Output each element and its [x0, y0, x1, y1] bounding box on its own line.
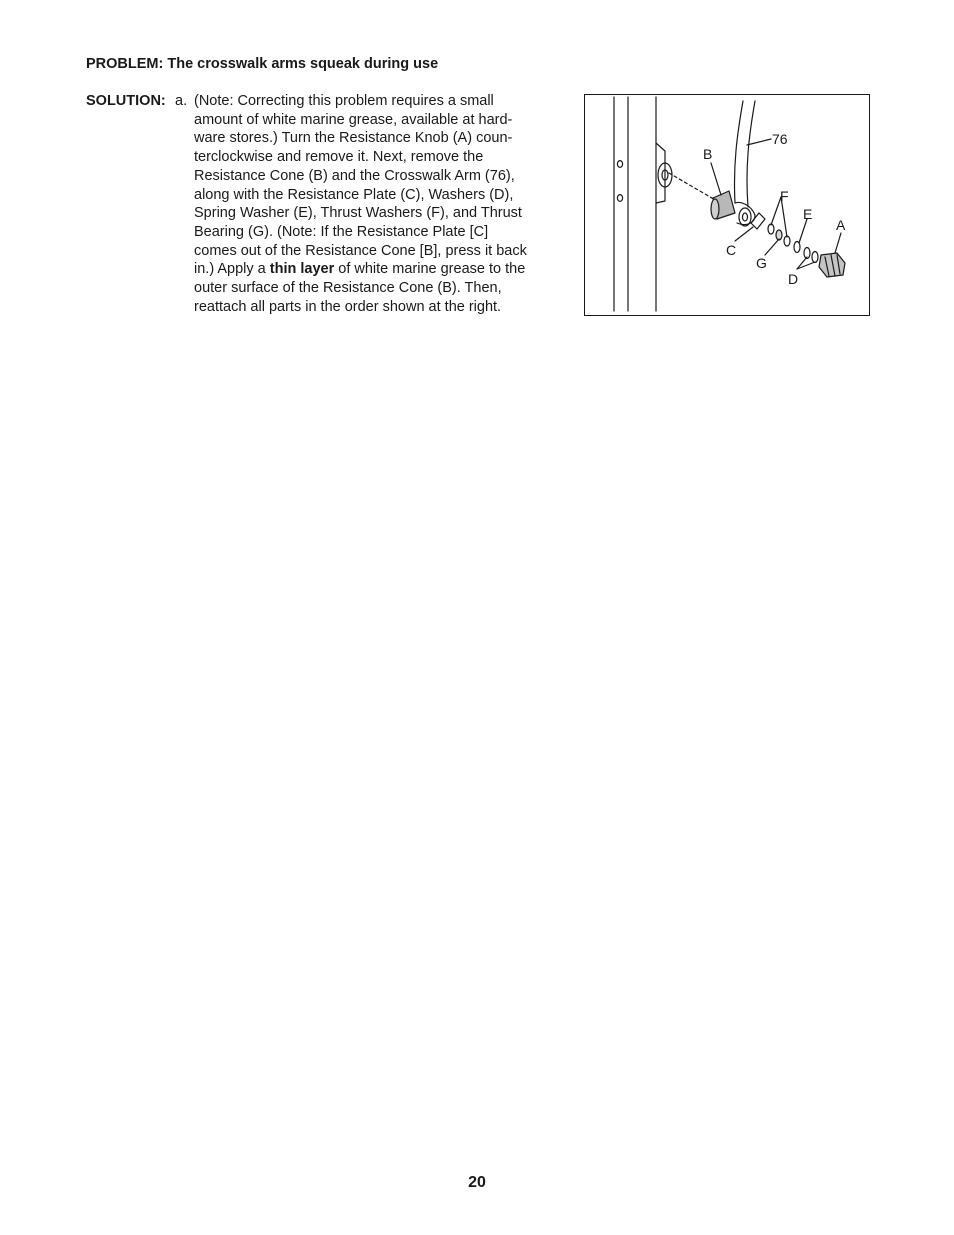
assembly-line	[669, 173, 717, 201]
arm-elbow-bore	[739, 208, 751, 226]
callout-d: D	[788, 271, 799, 287]
callout-f: F	[780, 188, 789, 204]
solution-label: SOLUTION:	[86, 93, 166, 109]
solution-line-2: amount of white marine grease, available at hard-	[194, 111, 513, 128]
leader-line	[711, 163, 721, 195]
solution-text	[194, 92, 564, 316]
crosswalk-arm	[747, 101, 755, 207]
solution-line-7: Spring Washer (E), Thrust Washers (F), and Thrust	[194, 205, 522, 222]
solution-line-1: (Note: Correcting this problem requires a small	[194, 93, 494, 109]
resistance-cone-end	[711, 199, 719, 219]
solution-line-12: reattach all parts in the order shown at the right.	[194, 298, 502, 315]
assembly-diagram-art	[585, 95, 869, 315]
arm-elbow-bore-inner	[743, 213, 748, 221]
pivot-bracket	[656, 143, 665, 203]
leader-line	[835, 233, 841, 253]
solution-line-10-start: in.) Apply a	[194, 261, 270, 278]
solution-line-5: Resistance Cone (B) and the Crosswalk Arm (76),	[194, 167, 515, 184]
solution-step-marker: a.	[175, 93, 188, 109]
callout-e: E	[803, 206, 813, 222]
leader-line	[747, 139, 771, 145]
callout-g: G	[756, 255, 767, 271]
problem-heading: PROBLEM: The crosswalk arms squeak during use	[86, 56, 439, 72]
frame-hole	[617, 195, 622, 202]
callout-76: 76	[772, 131, 788, 147]
leader-line	[735, 227, 753, 241]
leader-line	[799, 219, 807, 243]
frame-hole	[617, 161, 622, 168]
callout-c: C	[726, 242, 737, 258]
page-number: 20	[468, 1174, 486, 1191]
solution-line-10-end: of white marine grease to the	[334, 261, 526, 278]
solution-line-8: Bearing (G). (Note: If the Resistance Plate [C]	[194, 223, 489, 240]
callout-a: A	[836, 217, 846, 233]
solution-line-10	[194, 260, 564, 279]
crosswalk-arm	[734, 101, 743, 203]
solution-line-4: terclockwise and remove it. Next, remove the	[194, 149, 484, 166]
solution-emphasis: thin layer	[269, 261, 335, 278]
solution-line-11: outer surface of the Resistance Cone (B). Then,	[194, 280, 502, 297]
leader-line	[765, 239, 779, 255]
solution-line-6: along with the Resistance Plate (C), Washers (D),	[194, 186, 514, 203]
washer	[812, 252, 818, 263]
resistance-knob	[819, 253, 845, 277]
solution-line-9: comes out of the Resistance Cone [B], press it back	[194, 242, 527, 259]
callout-b: B	[703, 146, 713, 162]
assembly-diagram	[584, 94, 870, 316]
solution-line-3: ware stores.) Turn the Resistance Knob (A) coun-	[194, 130, 513, 147]
